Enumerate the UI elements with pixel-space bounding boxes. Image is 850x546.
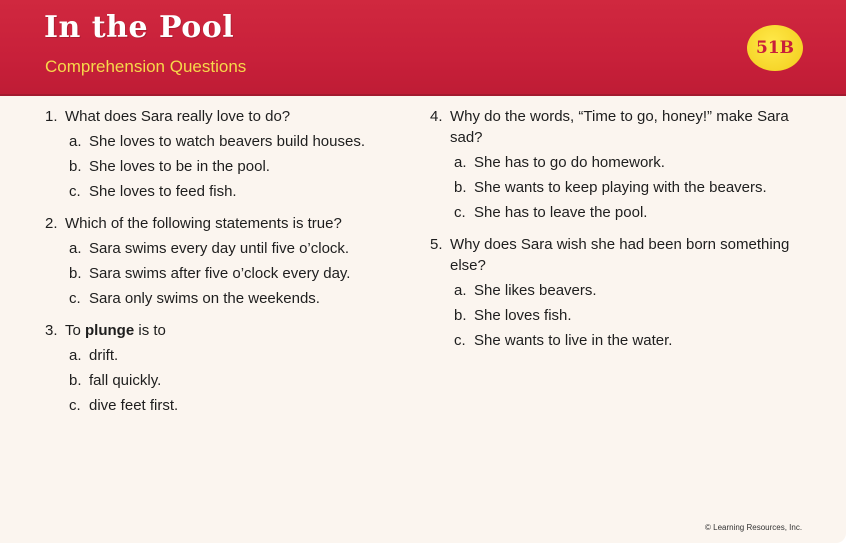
- option-letter: b.: [69, 158, 82, 175]
- option-text: dive feet first.: [89, 397, 179, 414]
- option-letter: b.: [454, 307, 467, 324]
- option-letter: a.: [69, 240, 82, 257]
- option-text: She loves to be in the pool.: [89, 158, 270, 175]
- card-number-badge: 51B: [747, 25, 803, 71]
- answer-option: [45, 131, 405, 152]
- answer-option: [430, 177, 810, 198]
- question-4: [430, 106, 810, 223]
- question-number: 2.: [45, 215, 58, 232]
- page-subtitle: Comprehension Questions: [45, 57, 247, 76]
- option-letter: a.: [69, 133, 82, 150]
- option-letter: a.: [454, 154, 467, 171]
- option-text: She loves to watch beavers build houses.: [89, 133, 365, 150]
- option-text: She wants to keep playing with the beavers.: [474, 179, 767, 196]
- question-number: 3.: [45, 322, 58, 339]
- option-letter: c.: [454, 332, 466, 349]
- question-1: [45, 106, 405, 202]
- option-letter: c.: [69, 397, 81, 414]
- right-question-column: [430, 106, 810, 362]
- question-2: [45, 213, 405, 309]
- option-letter: c.: [69, 290, 81, 307]
- question-text: Why does Sara wish she had been born something else?: [450, 236, 790, 274]
- answer-option: [45, 345, 405, 366]
- vocabulary-word: plunge: [85, 322, 135, 339]
- answer-option: [430, 152, 810, 173]
- question-text: Which of the following statements is true?: [65, 215, 342, 232]
- question-text-before: To: [65, 322, 86, 339]
- option-letter: c.: [454, 204, 466, 221]
- answer-option: [430, 280, 810, 301]
- option-text: Sara swims after five o’clock every day.: [89, 265, 351, 282]
- question-text: Why do the words, “Time to go, honey!” make Sara sad?: [450, 108, 789, 146]
- answer-option: [430, 202, 810, 223]
- option-letter: a.: [69, 347, 82, 364]
- question-5: [430, 234, 810, 351]
- answer-option: [45, 370, 405, 391]
- option-text: She loves fish.: [474, 307, 572, 324]
- option-letter: b.: [69, 265, 82, 282]
- option-letter: b.: [454, 179, 467, 196]
- question-number: 5.: [430, 236, 443, 253]
- option-text: She has to leave the pool.: [474, 204, 648, 221]
- card-header: [0, 0, 846, 96]
- copyright-notice: © Learning Resources, Inc.: [705, 523, 803, 532]
- option-letter: a.: [454, 282, 467, 299]
- answer-option: [45, 156, 405, 177]
- question-text: What does Sara really love to do?: [65, 108, 291, 125]
- answer-option: [45, 181, 405, 202]
- answer-option: [430, 330, 810, 351]
- answer-option: [45, 395, 405, 416]
- left-question-column: [45, 106, 405, 427]
- option-letter: c.: [69, 183, 81, 200]
- answer-option: [45, 238, 405, 259]
- option-text: drift.: [89, 347, 119, 364]
- answer-option: [45, 263, 405, 284]
- question-text: [65, 320, 405, 341]
- option-text: Sara swims every day until five o’clock.: [89, 240, 350, 257]
- question-3: [45, 320, 405, 416]
- option-letter: b.: [69, 372, 82, 389]
- option-text: She wants to live in the water.: [474, 332, 673, 349]
- question-number: 4.: [430, 108, 443, 125]
- page-title: In the Pool: [44, 10, 235, 45]
- answer-option: [45, 288, 405, 309]
- option-text: She loves to feed fish.: [89, 183, 237, 200]
- answer-option: [430, 305, 810, 326]
- option-text: fall quickly.: [89, 372, 162, 389]
- option-text: She likes beavers.: [474, 282, 597, 299]
- option-text: Sara only swims on the weekends.: [89, 290, 320, 307]
- question-number: 1.: [45, 108, 58, 125]
- option-text: She has to go do homework.: [474, 154, 665, 171]
- question-text-after: is to: [134, 322, 166, 339]
